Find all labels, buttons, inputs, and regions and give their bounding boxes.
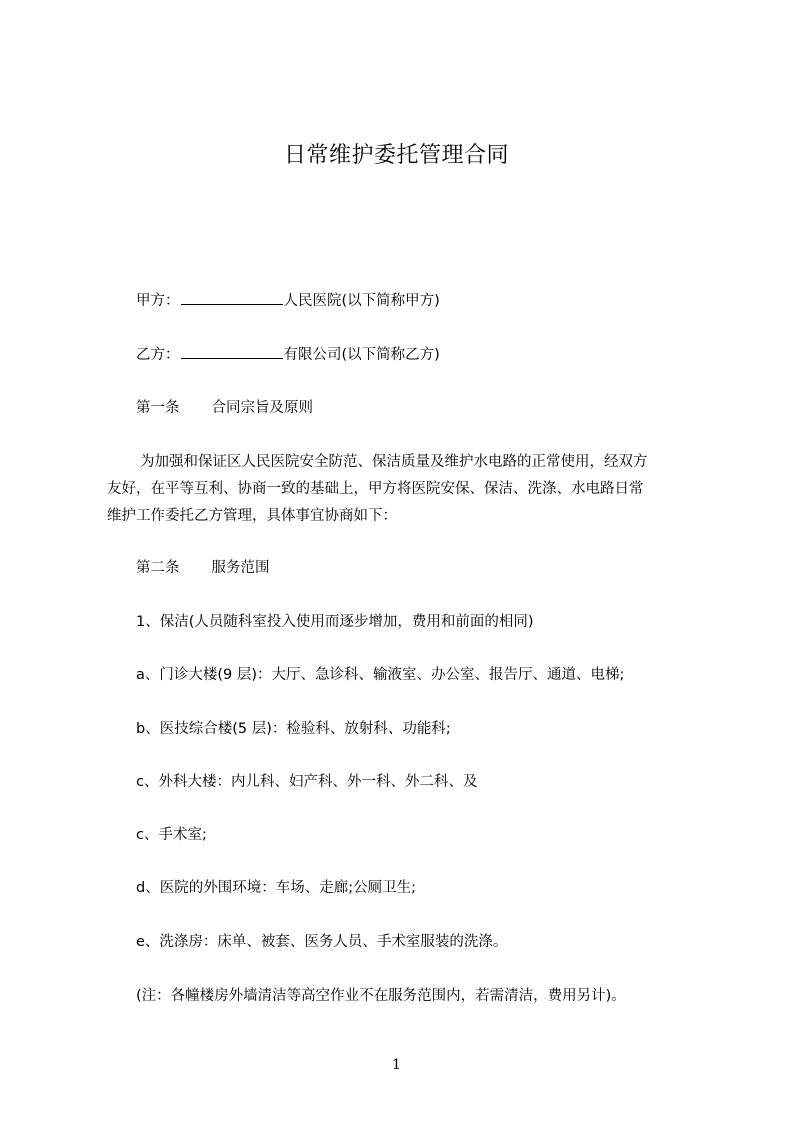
party-a-line — [136, 290, 440, 311]
service-note: (注：各幢楼房外墙清洁等高空作业不在服务范围内，若需清洁，费用另计)。 — [136, 988, 626, 1004]
service-item-c2: c、手术室; — [136, 827, 207, 843]
document-title: 日常维护委托管理合同 — [283, 143, 509, 168]
service-item-1: 1、保洁(人员随科室投入使用而逐步增加，费用和前面的相同) — [136, 614, 534, 630]
party-a-blank — [181, 290, 283, 305]
article1-number: 第一条 — [136, 400, 180, 416]
party-a-suffix: 人民医院(以下简称甲方) — [283, 293, 440, 309]
party-b-line — [136, 344, 440, 365]
party-b-suffix: 有限公司(以下简称乙方) — [283, 347, 440, 363]
article2-number: 第二条 — [136, 560, 180, 576]
article2-title: 服务范围 — [211, 560, 270, 576]
service-item-d: d、医院的外围环境：车场、走廊;公厕卫生; — [136, 880, 416, 896]
page-number: 1 — [392, 1057, 401, 1073]
service-item-c1: c、外科大楼：内儿科、妇产科、外一科、外二科、及 — [136, 774, 478, 790]
party-b-prefix: 乙方： — [136, 347, 180, 363]
party-b-blank — [181, 344, 283, 359]
article2-heading — [136, 558, 270, 578]
article1-heading — [136, 398, 313, 418]
service-item-e: e、洗涤房：床单、被套、医务人员、手术室服装的洗涤。 — [136, 934, 508, 950]
article1-paragraph-line3: 维护工作委托乙方管理，具体事宜协商如下： — [107, 508, 397, 524]
service-item-b: b、医技综合楼(5 层)：检验科、放射科、功能科; — [136, 721, 451, 737]
party-a-prefix: 甲方： — [136, 293, 180, 309]
service-item-a: a、门诊大楼(9 层)：大厅、急诊科、输液室、办公室、报告厅、通道、电梯; — [136, 667, 625, 683]
article1-title: 合同宗旨及原则 — [211, 400, 313, 416]
article1-paragraph-line1: 为加强和保证区人民医院安全防范、保洁质量及维护水电路的正常使用，经双方 — [140, 454, 648, 470]
article1-paragraph-line2: 友好，在平等互利、协商一致的基础上，甲方将医院安保、保洁、洗涤、水电路日常 — [107, 481, 644, 497]
